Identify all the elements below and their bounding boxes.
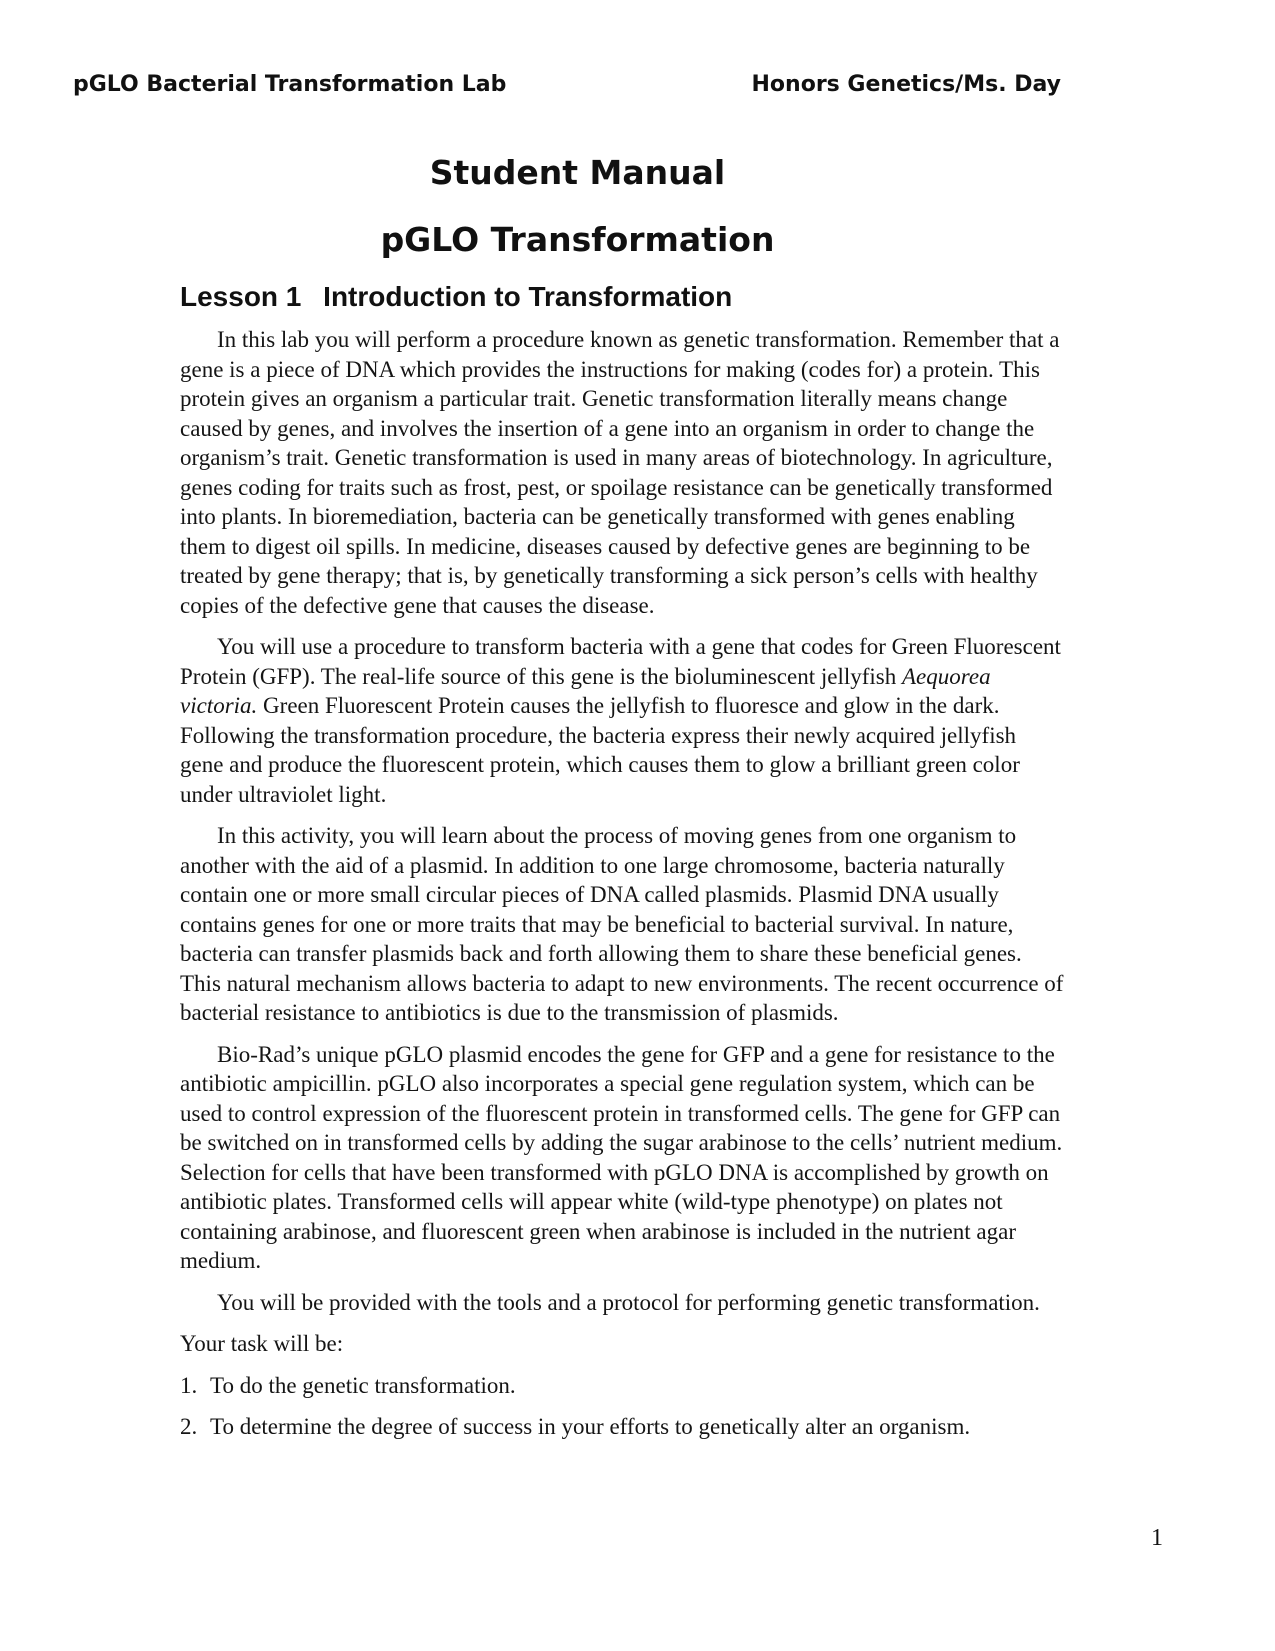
list-item-text: To determine the degree of success in your efforts to genetically alter an organism. xyxy=(210,1414,971,1439)
paragraph-gfp-text-a: You will use a procedure to transform bacteria with a gene that codes for Green Fluorescent Protein (GFP). The real-life source of this gene is the bioluminescent jellyfish xyxy=(180,634,1061,689)
running-header-right: Honors Genetics/Ms. Day xyxy=(751,72,1061,97)
paragraph-tools: You will be provided with the tools and a protocol for performing genetic transformation. xyxy=(217,1289,1040,1315)
lesson-number: Lesson 1 xyxy=(180,281,302,312)
paragraph-gfp-text-b: Green Fluorescent Protein causes the jellyfish to fluoresce and glow in the dark. Following the transformation procedure, the bacteria express their newly acquired jellyfish gene and produce the fluorescent protein, which causes them to glow a brilliant green color under ultraviolet light. xyxy=(180,693,1020,807)
list-item-number: 2. xyxy=(180,1414,198,1439)
lesson-body xyxy=(180,325,1065,1454)
paragraph-pglo: Bio-Rad’s unique pGLO plasmid encodes the gene for GFP and a gene for resistance to the antibiotic ampicillin. pGLO also incorporates a special gene regulation system, which can be used to control expression of the fluorescent protein in transformed cells. The gene for GFP can be switched on in transformed cells by adding the sugar arabinose to the cells’ nutrient medium. Selection for cells that have been transformed with pGLO DNA is accomplished by growth on antibiotic plates. Transformed cells will appear white (wild-type phenotype) on plates not containing arabinose, and fluorescent green when arabinose is included in the nutrient agar medium. xyxy=(180,1041,1063,1273)
list-item-number: 1. xyxy=(180,1372,198,1398)
paragraph-plasmid: In this activity, you will learn about the process of moving genes from one organism to another with the aid of a plasmid. In addition to one large chromosome, bacteria naturally contain one or more small circular pieces of DNA called plasmids. Plasmid DNA usually contains genes for one or more traits that may be beneficial to bacterial survival. In nature, bacteria can transfer plasmids back and forth allowing them to share these beneficial genes. This natural mechanism allows bacteria to adapt to new environments. The recent occurrence of bacterial resistance to antibiotics is due to the transmission of plasmids. xyxy=(180,823,1064,1025)
document-subtitle: pGLO Transformation xyxy=(380,220,775,259)
paragraph-intro: In this lab you will perform a procedure known as genetic transformation. Remember that a gene is a piece of DNA which provides the instructions for making (codes for) a protein. This protein gives an organism a particular trait. Genetic transformation literally means change caused by genes, and involves the insertion of a gene into an organism in order to change the organism’s trait. Genetic transformation is used in many areas of biotechnology. In agriculture, genes coding for traits such as frost, pest, or spoilage resistance can be genetically transformed into plants. In bioremediation, bacteria can be genetically transformed with genes enabling them to digest oil spills. In medicine, diseases caused by defective genes are beginning to be treated by gene therapy; that is, by genetically transforming a sick person’s cells with healthy copies of the defective gene that causes the disease. xyxy=(180,327,1060,618)
page-number: 1 xyxy=(1151,1525,1163,1551)
task-list xyxy=(180,1371,1065,1442)
paragraph-gfp xyxy=(180,632,1065,809)
species-name: Aequorea victoria. xyxy=(180,663,991,718)
list-item xyxy=(180,1412,1065,1442)
list-item xyxy=(180,1371,1065,1401)
list-item-text: To do the genetic transformation. xyxy=(210,1372,516,1398)
lesson-heading xyxy=(180,281,732,313)
task-intro: Your task will be: xyxy=(180,1331,344,1356)
lesson-title: Introduction to Transformation xyxy=(323,281,733,312)
document-title: Student Manual xyxy=(429,153,726,192)
running-header-left: pGLO Bacterial Transformation Lab xyxy=(73,72,507,97)
